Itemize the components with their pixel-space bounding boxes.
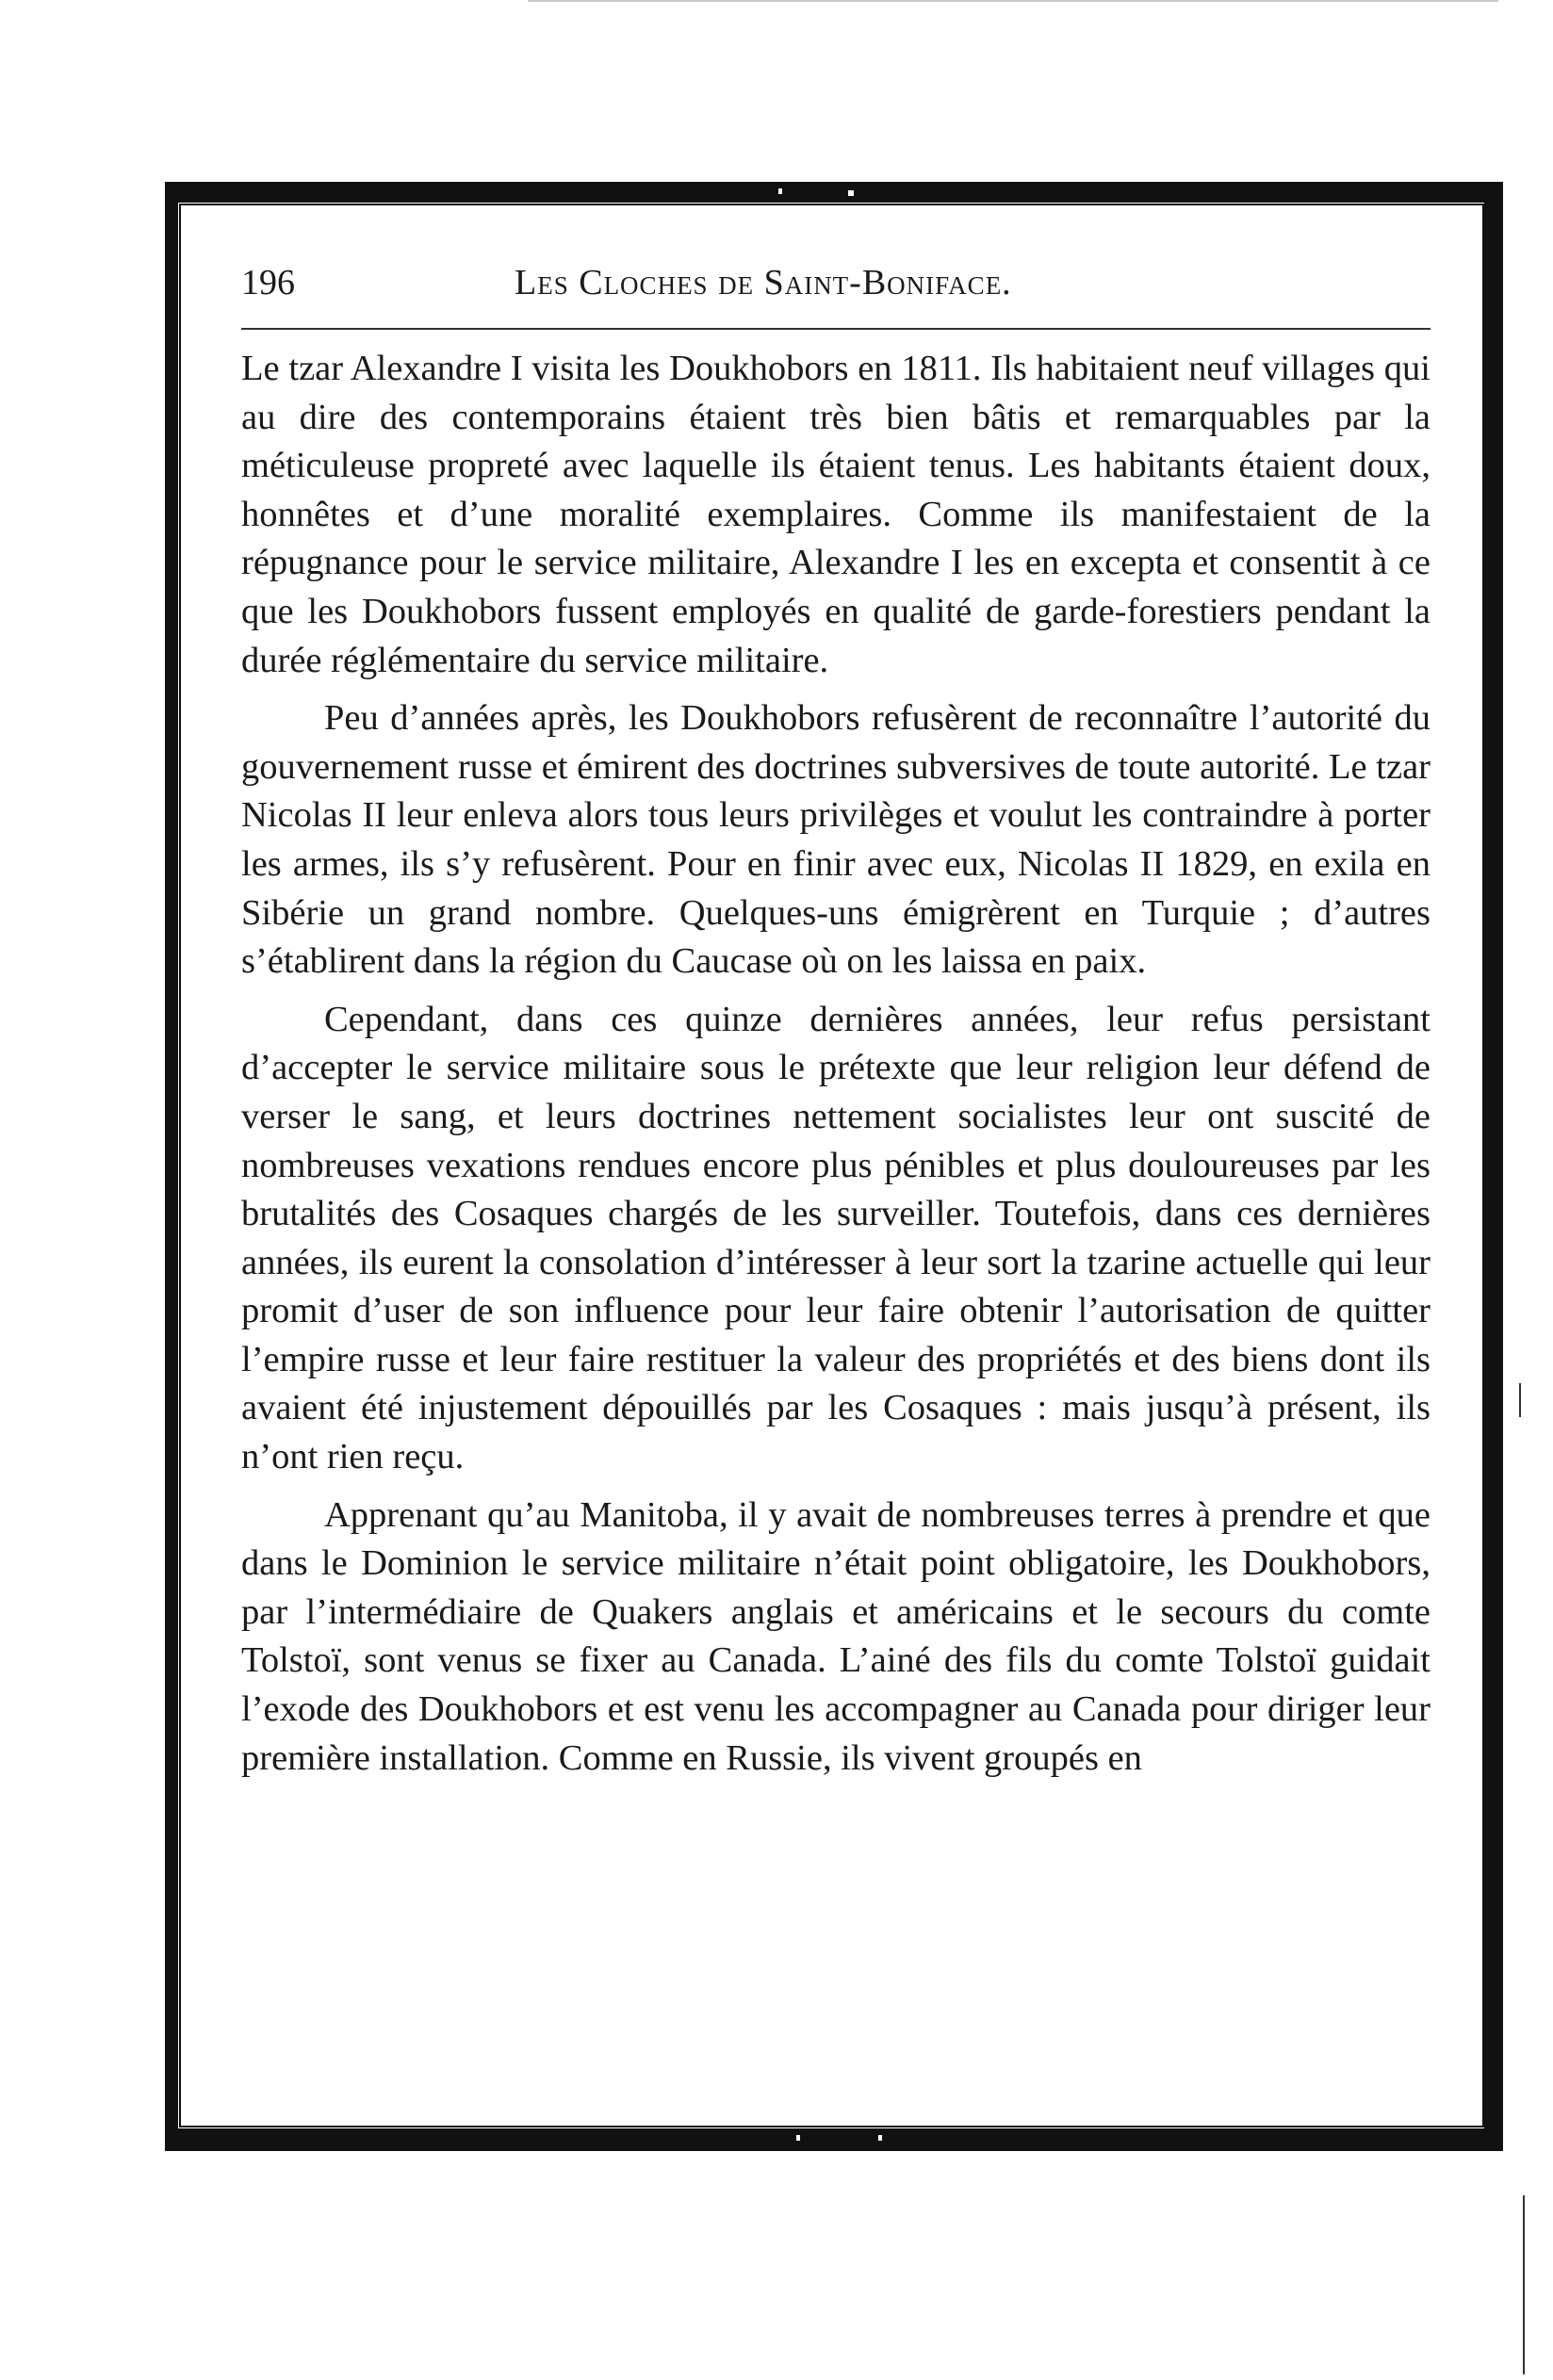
border-mark xyxy=(778,188,782,194)
paragraph: Le tzar Alexandre I visita les Doukhobors en 1811. Ils habitaient neuf villages qui au dire des contemporains étaient très bien bâtis et remarquables par la méticuleuse propreté avec laquelle ils étaient tenus. Les habitants étaient doux, honnêtes et d’une moralité exemplaires. Comme ils manifestaient de la répugnance pour le service militaire, Alexandre I les en excepta et consentit à ce que les Doukhobors fussent employés en qualité de garde-forestiers pendant la durée réglémentaire du service militaire. xyxy=(241,349,1430,680)
paragraph: Peu d’années après, les Doukhobors refusèrent de reconnaître l’autorité du gouvernement russe et émirent des doctrines subversives de toute autorité. Le tzar Nicolas II leur enleva alors tous leurs privilèges et voulut les contraindre à porter les armes, ils s’y refusèrent. Pour en finir avec eux, Nicolas II 1829, en exila en Sibérie un grand nombre. Quelques-uns émigrèrent en Turquie ; d’autres s’établirent dans la région du Caucase où on les laissa en paix. xyxy=(241,698,1430,982)
body-text xyxy=(241,345,1430,1783)
border-mark xyxy=(796,2135,800,2141)
paragraph: Apprenant qu’au Manitoba, il y avait de nombreuses terres à prendre et que dans le Dominion le service militaire n’était point obligatoire, les Doukhobors, par l’intermédiaire de Quakers anglais et américains et le secours du comte Tolstoï, sont venus se fixer au Canada. L’ainé des fils du comte Tolstoï guidait l’exode des Doukhobors et est venu les accompagner au Canada pour diriger leur première installation. Comme en Russie, ils vivent groupés en xyxy=(241,1494,1430,1778)
scan-edge-line xyxy=(528,0,1498,2)
page-number: 196 xyxy=(241,263,295,302)
border-mark xyxy=(848,190,854,196)
scan-margin-mark xyxy=(1523,2195,1525,2374)
header-rule xyxy=(241,328,1430,330)
border-mark xyxy=(878,2135,882,2141)
running-title: Les Cloches de Saint-Boniface. xyxy=(515,263,1012,302)
page-header xyxy=(241,256,1430,311)
paragraph: Cependant, dans ces quinze dernières années, leur refus persistant d’accepter le service militaire sous le prétexte que leur religion leur défend de verser le sang, et leurs doctrines nettement socialistes leur ont suscité de nombreuses vexations rendues encore plus pénibles et plus douloureuses par les brutalités des Cosaques chargés de les surveiller. Toutefois, dans ces dernières années, ils eurent la consolation d’intéresser à leur sort la tzarine actuelle qui leur promit d’user de son influence pour leur faire obtenir l’autorisation de quitter l’empire russe et leur faire restituer la valeur des propriétés et des biens dont ils avaient été injustement dépouillés par les Cosaques : mais jusqu’à présent, ils n’ont rien reçu. xyxy=(241,999,1430,1477)
scan-margin-mark xyxy=(1519,1383,1521,1417)
